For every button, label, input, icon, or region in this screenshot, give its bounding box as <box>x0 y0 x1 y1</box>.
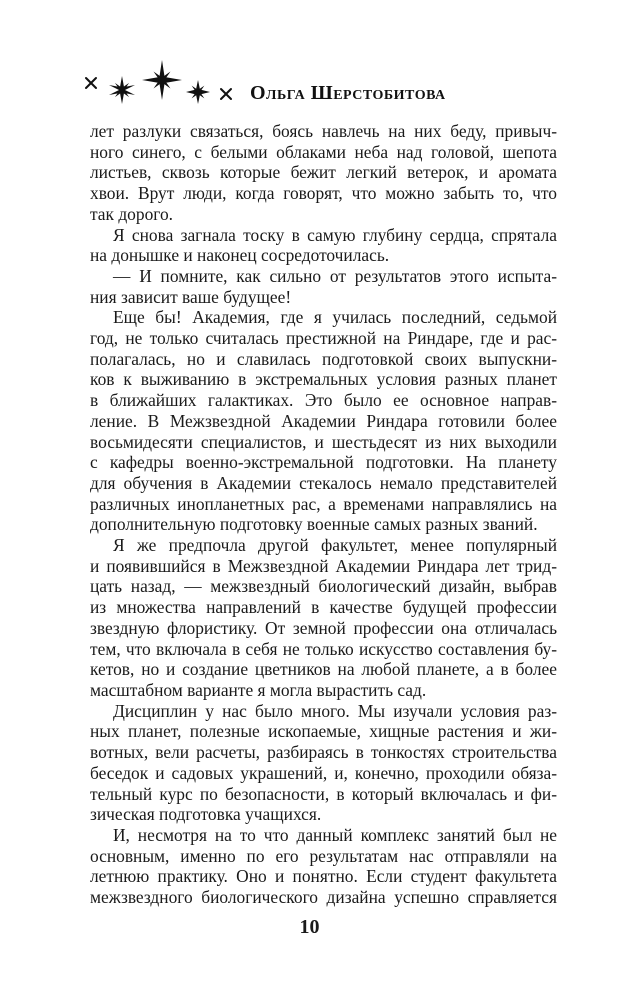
text-line: полагалась, но и славилась подготовкой своих выпускни- <box>90 348 557 369</box>
paragraph <box>90 535 557 701</box>
paragraph <box>90 307 557 535</box>
text-line: и появившийся в Межзвездной Академии Риндара лет трид- <box>90 555 557 576</box>
text-line: межзвездного биологического дизайна успешно справляется <box>90 887 557 908</box>
page-number: 10 <box>299 916 320 938</box>
text-line: вотных, вели расчеты, разбираясь в тонкостях строительства <box>90 742 557 763</box>
text-line: листьев, сквозь которые бежит легкий ветерок, и аромата <box>90 162 557 183</box>
text-line: Я же предпочла другой факультет, менее популярный <box>113 535 557 556</box>
text-line: ния зависит ваше будущее! <box>90 286 292 307</box>
text-line: дополнительную подготовку военные самых разных званий. <box>90 514 538 535</box>
text-line: в ближайших галактиках. Это было ее основное направ- <box>90 390 557 411</box>
page-header <box>84 60 564 110</box>
paragraph <box>90 825 557 908</box>
text-line: Дисциплин у нас было много. Мы изучали условия раз- <box>113 700 557 721</box>
text-line: летнюю практику. Оно и понятно. Если студент факультета <box>90 866 557 887</box>
text-line: ных планет, полезные ископаемые, хищные растения и жи- <box>90 721 557 742</box>
paragraph <box>90 701 557 825</box>
text-line: основным, именно по его результатам нас отправляли на <box>90 845 557 866</box>
paragraph <box>90 266 557 307</box>
text-line: восьмидесяти специалистов, и шестьдесят из них выходили <box>90 431 557 452</box>
text-line: ков к выживанию в экстремальных условия разных планет <box>90 369 557 390</box>
text-line: с кафедры военно-экстремальной подготовки. На планету <box>90 452 557 473</box>
text-line: ного синего, с белыми облаками неба над головой, шепота <box>90 141 557 162</box>
text-line: тем, что включала в себя не только искусство составления бу- <box>90 638 557 659</box>
text-line: масштабном варианте я могла вырастить сад. <box>90 679 427 700</box>
text-line: — И помните, как сильно от результатов этого испыта- <box>113 265 557 286</box>
text-line: И, несмотря на то что данный комплекс занятий был не <box>113 824 557 845</box>
text-line: ление. В Межзвездной Академии Риндара готовили более <box>90 410 557 431</box>
text-line: Я снова загнала тоску в самую глубину сердца, спрятала <box>113 224 557 245</box>
text-line: кетов, но и создание цветников на любой планете, а в более <box>90 659 557 680</box>
text-line: для обучения в Академии стекалось немало представителей <box>90 472 557 493</box>
text-line: Еще бы! Академия, где я училась последний, седьмой <box>113 307 557 328</box>
text-line: так дорого. <box>90 203 174 224</box>
text-line: из множества направлений в качестве будущей профессии <box>90 597 557 618</box>
text-line: год, не только считалась престижной на Риндаре, где и рас- <box>90 328 557 349</box>
text-line: лет разлуки связаться, боясь навлечь на них беду, привыч- <box>90 121 557 141</box>
text-line: цать назад, — межзвездный биологический дизайн, выбрав <box>90 576 557 597</box>
text-line: звездную флористику. От земной профессии она отличалась <box>90 617 557 638</box>
running-head: Ольга Шерстобитова <box>250 82 446 104</box>
page-body <box>90 121 557 908</box>
text-line: беседок и садовых украшений, и, конечно, проходили обяза- <box>90 762 557 783</box>
text-line: тельный курс по безопасности, в который включалась и фи- <box>90 783 557 804</box>
star-cluster-icon <box>84 60 244 110</box>
text-line: на донышке и наконец сосредоточилась. <box>90 245 390 266</box>
paragraph <box>90 225 557 266</box>
paragraph <box>90 121 557 225</box>
text-line: зическая подготовка учащихся. <box>90 804 322 825</box>
text-line: хвои. Врут люди, когда говорят, что можно забыть то, что <box>90 183 557 204</box>
text-line: различных инопланетных рас, а временами направлялись на <box>90 493 557 514</box>
